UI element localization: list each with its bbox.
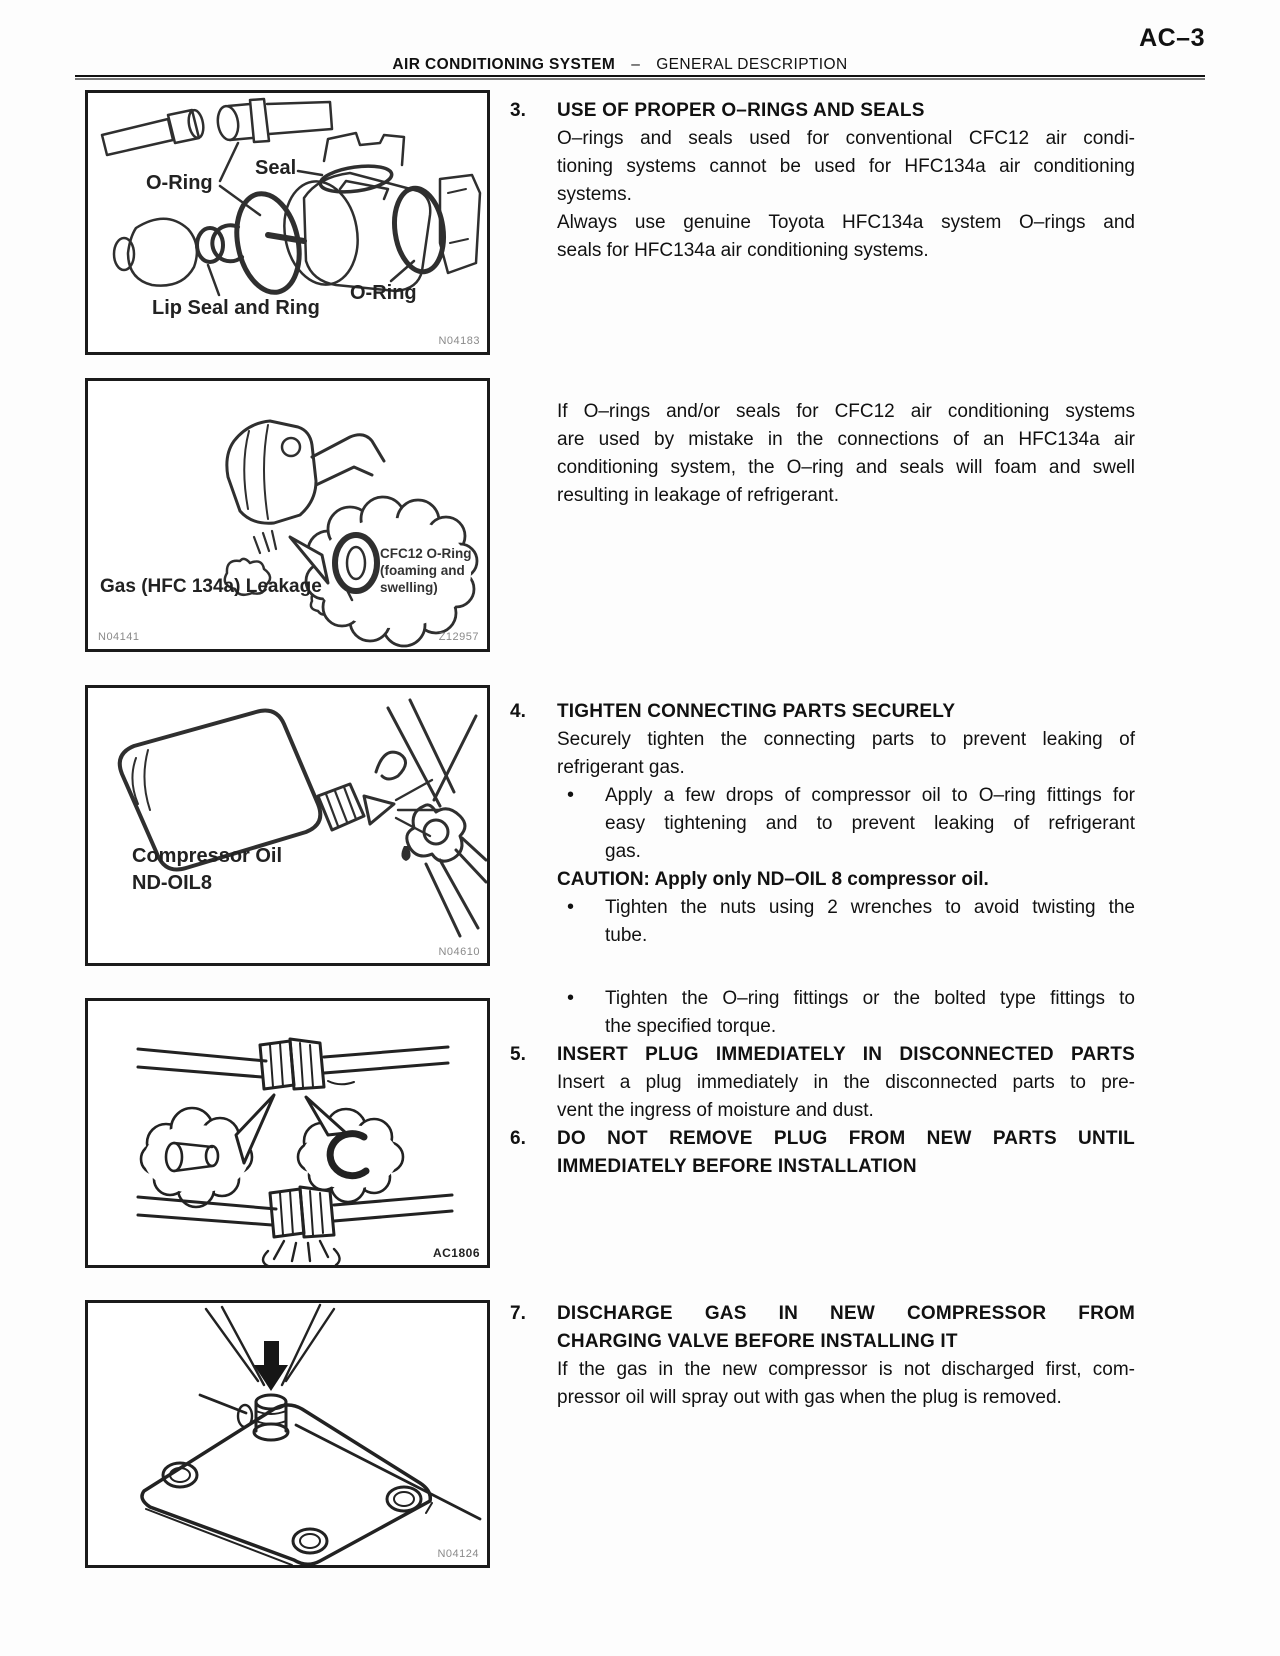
- text-line: Securely tighten the connecting parts to prevent leaking of: [557, 729, 1135, 750]
- plugged-fittings-drawing: [88, 1001, 487, 1265]
- section-number: 5.: [510, 1044, 526, 1065]
- section-number: 3.: [510, 100, 526, 121]
- text-line: IMMEDIATELY BEFORE INSTALLATION: [557, 1156, 917, 1177]
- header-rule: [75, 75, 1205, 77]
- figure-code: N04124: [437, 1548, 479, 1560]
- text-line: Insert a plug immediately in the disconnected parts to pre-: [557, 1072, 1135, 1093]
- label-oring-right: O-Ring: [350, 282, 417, 304]
- section-heading: USE OF PROPER O–RINGS AND SEALS: [557, 100, 925, 121]
- text-line: are used by mistake in the connections of an HFC134a air: [557, 429, 1135, 450]
- section-5-heading-row: [510, 1041, 1135, 1069]
- text-line: • Apply a few drops of compressor oil to O–ring fittings for: [605, 785, 1135, 806]
- figure-code: N04183: [438, 335, 480, 347]
- text-line: • Tighten the nuts using 2 wrenches to avoid twisting the: [605, 897, 1135, 918]
- text-line: seals for HFC134a air conditioning systems.: [557, 240, 929, 261]
- section-4-heading-row: [510, 698, 1135, 726]
- label-compressor-oil: Compressor Oil: [132, 845, 283, 867]
- note-paragraph: [510, 398, 1135, 510]
- section-number: 6.: [510, 1128, 526, 1149]
- text-line: If O–rings and/or seals for CFC12 air conditioning systems: [557, 401, 1135, 422]
- oil-bottle-drawing: [88, 688, 487, 963]
- section-6-heading-row: [510, 1125, 1135, 1181]
- text-line: refrigerant gas.: [557, 757, 685, 778]
- text-line: the specified torque.: [605, 1016, 777, 1037]
- label-lip-seal: Lip Seal and Ring: [152, 297, 320, 319]
- caution-line: CAUTION: Apply only ND–OIL 8 compressor oil.: [557, 869, 989, 890]
- label-oring-left: O-Ring: [146, 172, 213, 194]
- section-4: [510, 698, 1135, 950]
- section-heading: [557, 1125, 1135, 1181]
- text-line: tioning systems cannot be used for HFC134a air conditioning: [557, 156, 1135, 177]
- figure-code-left: N04141: [98, 631, 140, 643]
- header-system-title: AIR CONDITIONING SYSTEM: [392, 56, 616, 73]
- figure-code: AC1806: [432, 1246, 480, 1260]
- text-line: pressor oil will spray out with gas when the plug is removed.: [557, 1387, 1062, 1408]
- label-nd-oil8: ND-OIL8: [132, 872, 212, 894]
- header-section-title: GENERAL DESCRIPTION: [656, 56, 848, 73]
- charging-valve-drawing: [88, 1303, 487, 1565]
- label-gas-leakage: Gas (HFC 134a) Leakage: [100, 576, 322, 597]
- figure-gas-leakage: [85, 378, 490, 652]
- text-line: systems.: [557, 184, 632, 205]
- page-header: [20, 56, 1220, 74]
- section-heading: INSERT PLUG IMMEDIATELY IN DISCONNECTED PARTS: [557, 1044, 1135, 1065]
- text-line: vent the ingress of moisture and dust.: [557, 1100, 874, 1121]
- text-line: gas.: [605, 841, 641, 862]
- text-line: tube.: [605, 925, 648, 946]
- section-7: [510, 1300, 1135, 1412]
- sections-5-6: [510, 985, 1135, 1181]
- figure-compressor-oil: [85, 685, 490, 966]
- section-7-heading-row: [510, 1300, 1135, 1356]
- section-number: 4.: [510, 701, 526, 722]
- bullet-item: [557, 782, 1135, 866]
- section-heading: [557, 1300, 1135, 1356]
- bubble-text: CFC12 O-Ring (foaming and swelling): [380, 546, 472, 595]
- text-line: DO NOT REMOVE PLUG FROM NEW PARTS UNTIL: [557, 1128, 1135, 1149]
- page-number: AC–3: [1139, 24, 1205, 52]
- text-line: DISCHARGE GAS IN NEW COMPRESSOR FROM: [557, 1303, 1135, 1324]
- figure-code: N04610: [438, 946, 480, 958]
- bullet-item: [557, 985, 1135, 1041]
- text-line: If the gas in the new compressor is not discharged first, com-: [557, 1359, 1135, 1380]
- text-line: conditioning system, the O–ring and seals will foam and swell: [557, 457, 1135, 478]
- text-line: resulting in leakage of refrigerant.: [557, 485, 839, 506]
- figure-plug-parts: [85, 998, 490, 1268]
- text-line: O–rings and seals used for conventional CFC12 air condi-: [557, 128, 1135, 149]
- figure-discharge-valve: [85, 1300, 490, 1568]
- section-number: 7.: [510, 1303, 526, 1324]
- leaking-fitting-drawing: [88, 381, 487, 649]
- text-line: easy tightening and to prevent leaking of refrigerant: [605, 813, 1135, 834]
- text-line: Always use genuine Toyota HFC134a system O–rings and: [557, 212, 1135, 233]
- text-line: • Tighten the O–ring fittings or the bolted type fittings to: [605, 988, 1135, 1009]
- section-3-heading-row: [510, 97, 1135, 125]
- label-seal: Seal: [255, 157, 297, 179]
- section-heading: TIGHTEN CONNECTING PARTS SECURELY: [557, 701, 956, 722]
- text-line: CHARGING VALVE BEFORE INSTALLING IT: [557, 1331, 958, 1352]
- figure-code-right: Z12957: [438, 631, 479, 643]
- section-3: [510, 97, 1135, 265]
- header-separator: –: [631, 56, 641, 73]
- figure-oring-seal-locations: [85, 90, 490, 355]
- bullet-item: [557, 894, 1135, 950]
